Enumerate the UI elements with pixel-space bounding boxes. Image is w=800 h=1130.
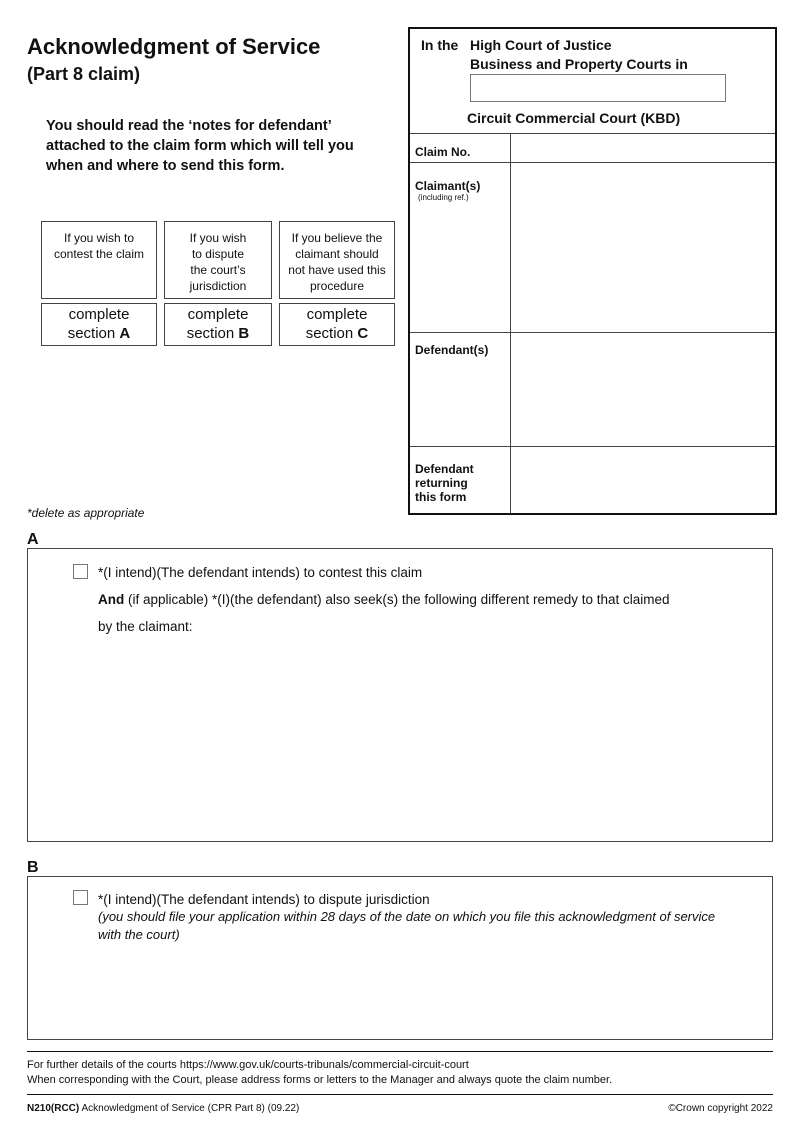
section-b-note-line: with the court) [98, 927, 180, 942]
form-name: Acknowledgment of Service (CPR Part 8) (09.22) [79, 1103, 300, 1114]
condition-line: procedure [309, 279, 365, 293]
condition-line: If you believe the [291, 231, 383, 245]
condition-line: not have used this [288, 263, 386, 277]
section-letter: B [238, 325, 250, 342]
court-division: Business and Property Courts in [470, 56, 688, 72]
section-a-remedy-line [98, 592, 670, 607]
section-b-note-line: (you should file your application within 28 days of the date on which you file this acknowledgment of service [98, 909, 716, 924]
condition-line: If you wish to [63, 231, 135, 245]
section-a-letter: A [27, 531, 39, 548]
column-divider [510, 133, 511, 513]
section-a-checkbox[interactable] [73, 564, 88, 579]
intro-line: attached to the claim form which will tell you [46, 138, 354, 154]
court-location-field[interactable] [470, 74, 726, 102]
section-prefix: section [305, 325, 358, 342]
condition-line: contest the claim [53, 247, 145, 261]
divider [410, 446, 775, 447]
claim-no-field[interactable] [512, 135, 778, 163]
divider [410, 133, 775, 134]
returning-label [415, 462, 474, 504]
section-b-letter: B [27, 859, 39, 876]
divider [410, 162, 775, 163]
option-procedure-action [279, 303, 395, 346]
form-code: N210(RCC) [27, 1103, 80, 1114]
court-details-box [408, 27, 777, 515]
section-prefix: section [186, 325, 239, 342]
section-letter: C [357, 325, 369, 342]
section-b-statement: *(I intend)(The defendant intends) to dispute jurisdiction [98, 892, 430, 907]
action-section [165, 324, 271, 343]
section-a-remedy-text: (if applicable) *(I)(the defendant) also seek(s) the following different remedy to that claimed [124, 592, 670, 607]
footer-divider [27, 1094, 773, 1095]
condition-line: jurisdiction [189, 279, 247, 293]
defendant-field[interactable] [512, 335, 778, 447]
claimant-label: Claimant(s) [415, 179, 481, 193]
section-a-statement: *(I intend)(The defendant intends) to contest this claim [98, 565, 423, 580]
intro-line: You should read the ‘notes for defendant’ [46, 118, 332, 134]
copyright: ©Crown copyright 2022 [668, 1103, 773, 1114]
section-prefix: section [67, 325, 120, 342]
section-letter: A [119, 325, 131, 342]
defendant-label: Defendant(s) [415, 343, 489, 357]
condition-line: to dispute [191, 247, 245, 261]
intro-line: when and where to send this form. [46, 158, 285, 174]
section-a-and: And [98, 592, 125, 607]
option-contest-condition [41, 221, 157, 299]
claimant-field[interactable] [512, 165, 778, 333]
option-jurisdiction-action [164, 303, 272, 346]
action-section [280, 324, 394, 343]
court-name: High Court of Justice [470, 37, 612, 53]
action-text: complete [187, 306, 249, 323]
claim-no-label: Claim No. [415, 145, 471, 159]
option-jurisdiction-condition [164, 221, 272, 299]
section-a-remedy-field[interactable] [98, 641, 762, 835]
action-section [42, 324, 156, 343]
form-reference [27, 1103, 299, 1114]
section-b-checkbox[interactable] [73, 890, 88, 905]
section-b-box [27, 876, 773, 1040]
form-subtitle: (Part 8 claim) [27, 64, 141, 84]
condition-line: claimant should [295, 247, 379, 261]
returning-label-line: Defendant [415, 462, 474, 476]
action-text: complete [68, 306, 130, 323]
returning-defendant-field[interactable] [512, 449, 778, 515]
action-text: complete [306, 306, 368, 323]
option-procedure-condition [279, 221, 395, 299]
section-a-box [27, 548, 773, 842]
section-a-claimant-line: by the claimant: [98, 619, 193, 634]
condition-line: the court’s [190, 263, 246, 277]
condition-line: If you wish [189, 231, 247, 245]
footer-divider [27, 1051, 773, 1052]
court-list-name: Circuit Commercial Court (KBD) [467, 110, 681, 126]
returning-label-line: returning [415, 476, 468, 490]
intro-text [46, 116, 386, 176]
form-title: Acknowledgment of Service [27, 34, 321, 59]
claimant-sublabel: (including ref.) [418, 193, 469, 202]
footer-correspondence-note: When corresponding with the Court, please address forms or letters to the Manager and always quote the claim number. [27, 1074, 613, 1086]
divider [410, 332, 775, 333]
footer-court-details: For further details of the courts https://www.gov.uk/courts-tribunals/commercial-circuit-court [27, 1059, 469, 1071]
returning-label-line: this form [415, 490, 467, 504]
in-the-label: In the [421, 37, 459, 53]
option-contest-action [41, 303, 157, 346]
delete-note: *delete as appropriate [27, 506, 145, 520]
